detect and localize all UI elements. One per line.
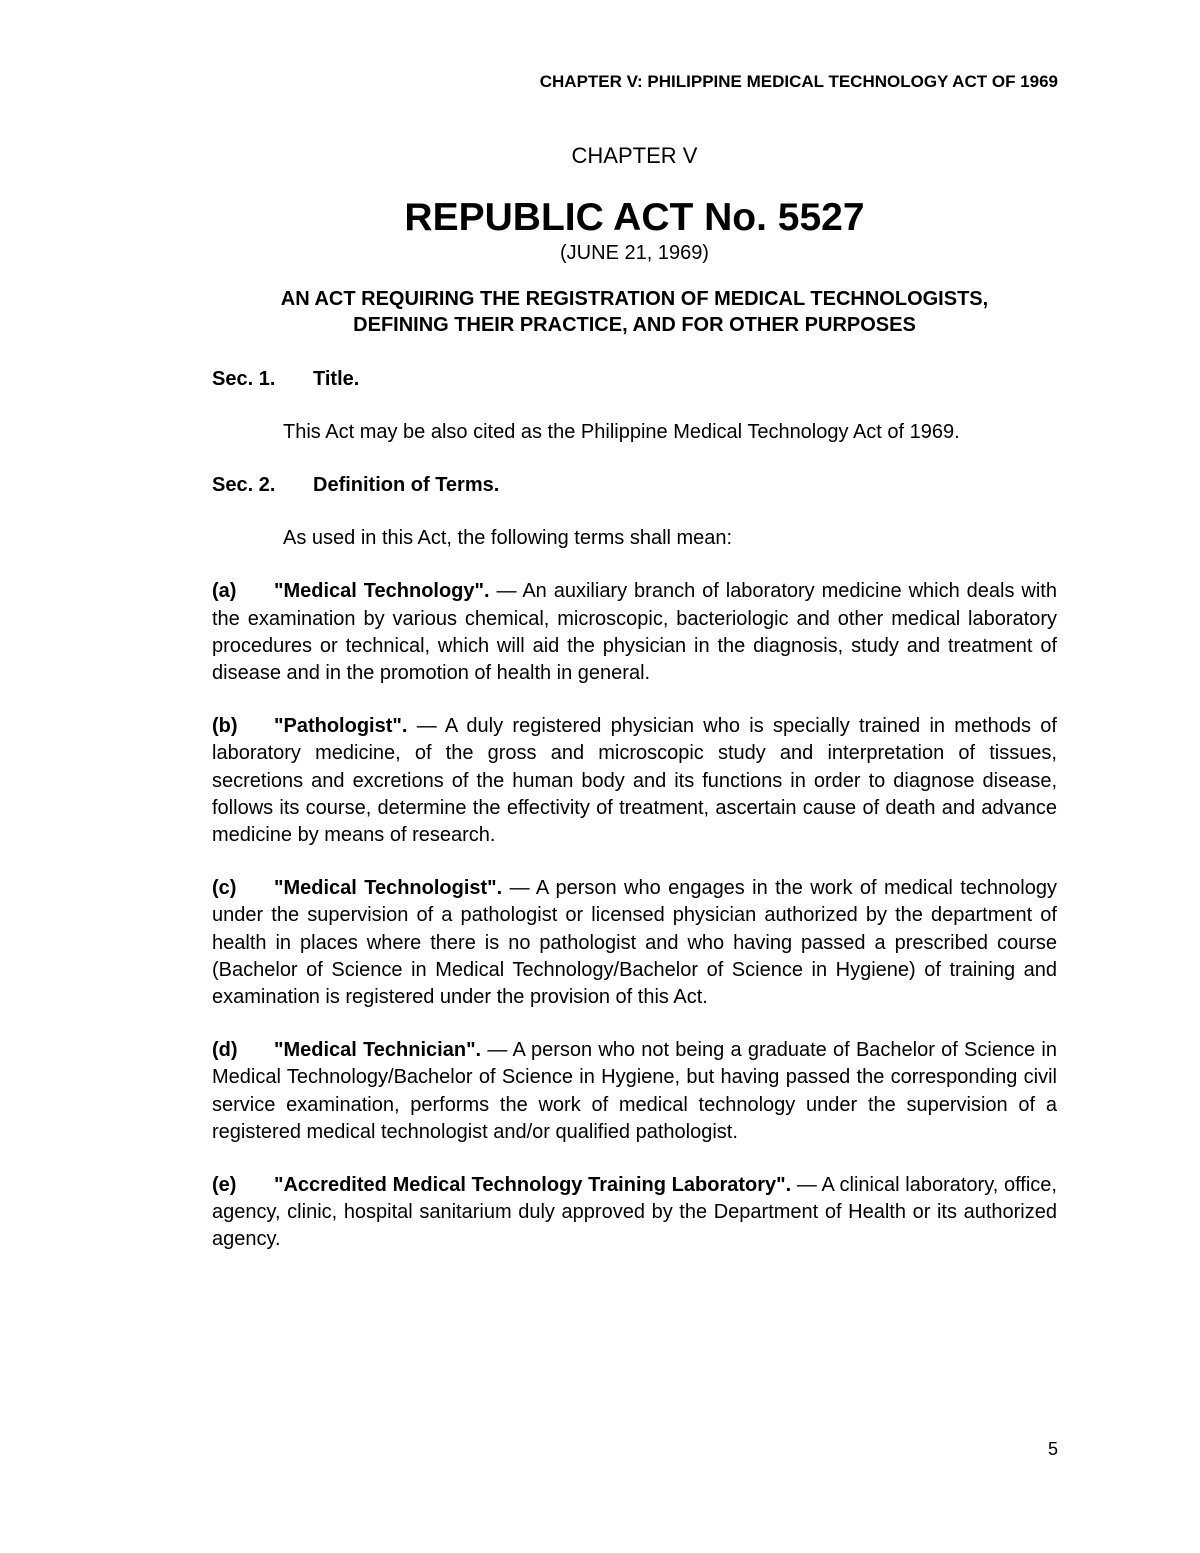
act-long-title-line2: DEFINING THEIR PRACTICE, AND FOR OTHER PURPOSES bbox=[353, 314, 916, 336]
definition-letter: (a) bbox=[212, 580, 237, 603]
definition-text: — A duly registered physician who is specially trained in methods of laboratory medicine, of the gross and microscopic study and interpretation of tissues, secretions and excretions of the human body and its functions in order to diagnose disease, follows its course, determine the effectivity of treatment, ascertain cause of death and advance medicine by means of research. bbox=[212, 715, 1057, 847]
document-body bbox=[212, 142, 1057, 1254]
running-header: CHAPTER V: PHILIPPINE MEDICAL TECHNOLOGY ACT OF 1969 bbox=[539, 72, 1058, 91]
page-number: 5 bbox=[1047, 1439, 1058, 1459]
section-body-2: As used in this Act, the following terms shall mean: bbox=[283, 527, 733, 550]
definition-text: — A person who not being a graduate of Bachelor of Science in Medical Technology/Bachelor of Science in Hygiene, but having passed the corresponding civil service examination, performs the work of medical technology under the supervision of a registered medical technologist and/or qualified pathologist. bbox=[212, 1039, 1057, 1143]
section-heading-2 bbox=[212, 472, 1057, 498]
section-title: Definition of Terms. bbox=[313, 474, 500, 497]
definition-e bbox=[212, 1172, 1057, 1254]
definition-d bbox=[212, 1037, 1057, 1146]
act-long-title-line1: AN ACT REQUIRING THE REGISTRATION OF MEDICAL TECHNOLOGISTS, bbox=[280, 288, 989, 310]
definition-letter: (d) bbox=[212, 1039, 238, 1062]
section-heading-1 bbox=[212, 366, 1057, 392]
definition-text: — An auxiliary branch of laboratory medicine which deals with the examination by various chemical, microscopic, bacteriologic and other medical laboratory procedures or technical, which will aid the physician in the diagnosis, study and treatment of disease and in the promotion of health in general. bbox=[212, 580, 1057, 685]
act-long-title bbox=[212, 286, 1057, 338]
section-number: Sec. 2. bbox=[212, 474, 276, 497]
chapter-heading: CHAPTER V bbox=[571, 143, 698, 168]
definition-a bbox=[212, 578, 1057, 687]
definition-letter: (e) bbox=[212, 1174, 237, 1197]
definition-term: "Medical Technology". bbox=[274, 580, 490, 603]
definition-term: "Medical Technologist". bbox=[274, 877, 503, 900]
section-body-1: This Act may be also cited as the Philippine Medical Technology Act of 1969. bbox=[283, 421, 960, 443]
definition-letter: (b) bbox=[212, 715, 238, 738]
act-date: (JUNE 21, 1969) bbox=[560, 242, 709, 264]
definition-c bbox=[212, 875, 1057, 1011]
definition-term: "Medical Technician". bbox=[274, 1039, 482, 1062]
definition-b bbox=[212, 713, 1057, 849]
section-title: Title. bbox=[313, 368, 360, 390]
section-number: Sec. 1. bbox=[212, 368, 276, 390]
definition-text: — A person who engages in the work of medical technology under the supervision of a pathologist or licensed physician authorized by the department of health in places where there is no pathologist and who having passed a prescribed course (Bachelor of Science in Medical Technology/Bachelor of Science in Hygiene) of training and examination is registered under the provision of this Act. bbox=[212, 877, 1057, 1009]
definition-term: "Accredited Medical Technology Training Laboratory". bbox=[274, 1174, 792, 1197]
definition-letter: (c) bbox=[212, 877, 237, 900]
definition-term: "Pathologist". bbox=[274, 715, 408, 738]
act-title: REPUBLIC ACT No. 5527 bbox=[404, 196, 865, 239]
definition-text: — A clinical laboratory, office, agency, clinic, hospital sanitarium duly approved by the Department of Health or its authorized agency. bbox=[212, 1174, 1057, 1251]
